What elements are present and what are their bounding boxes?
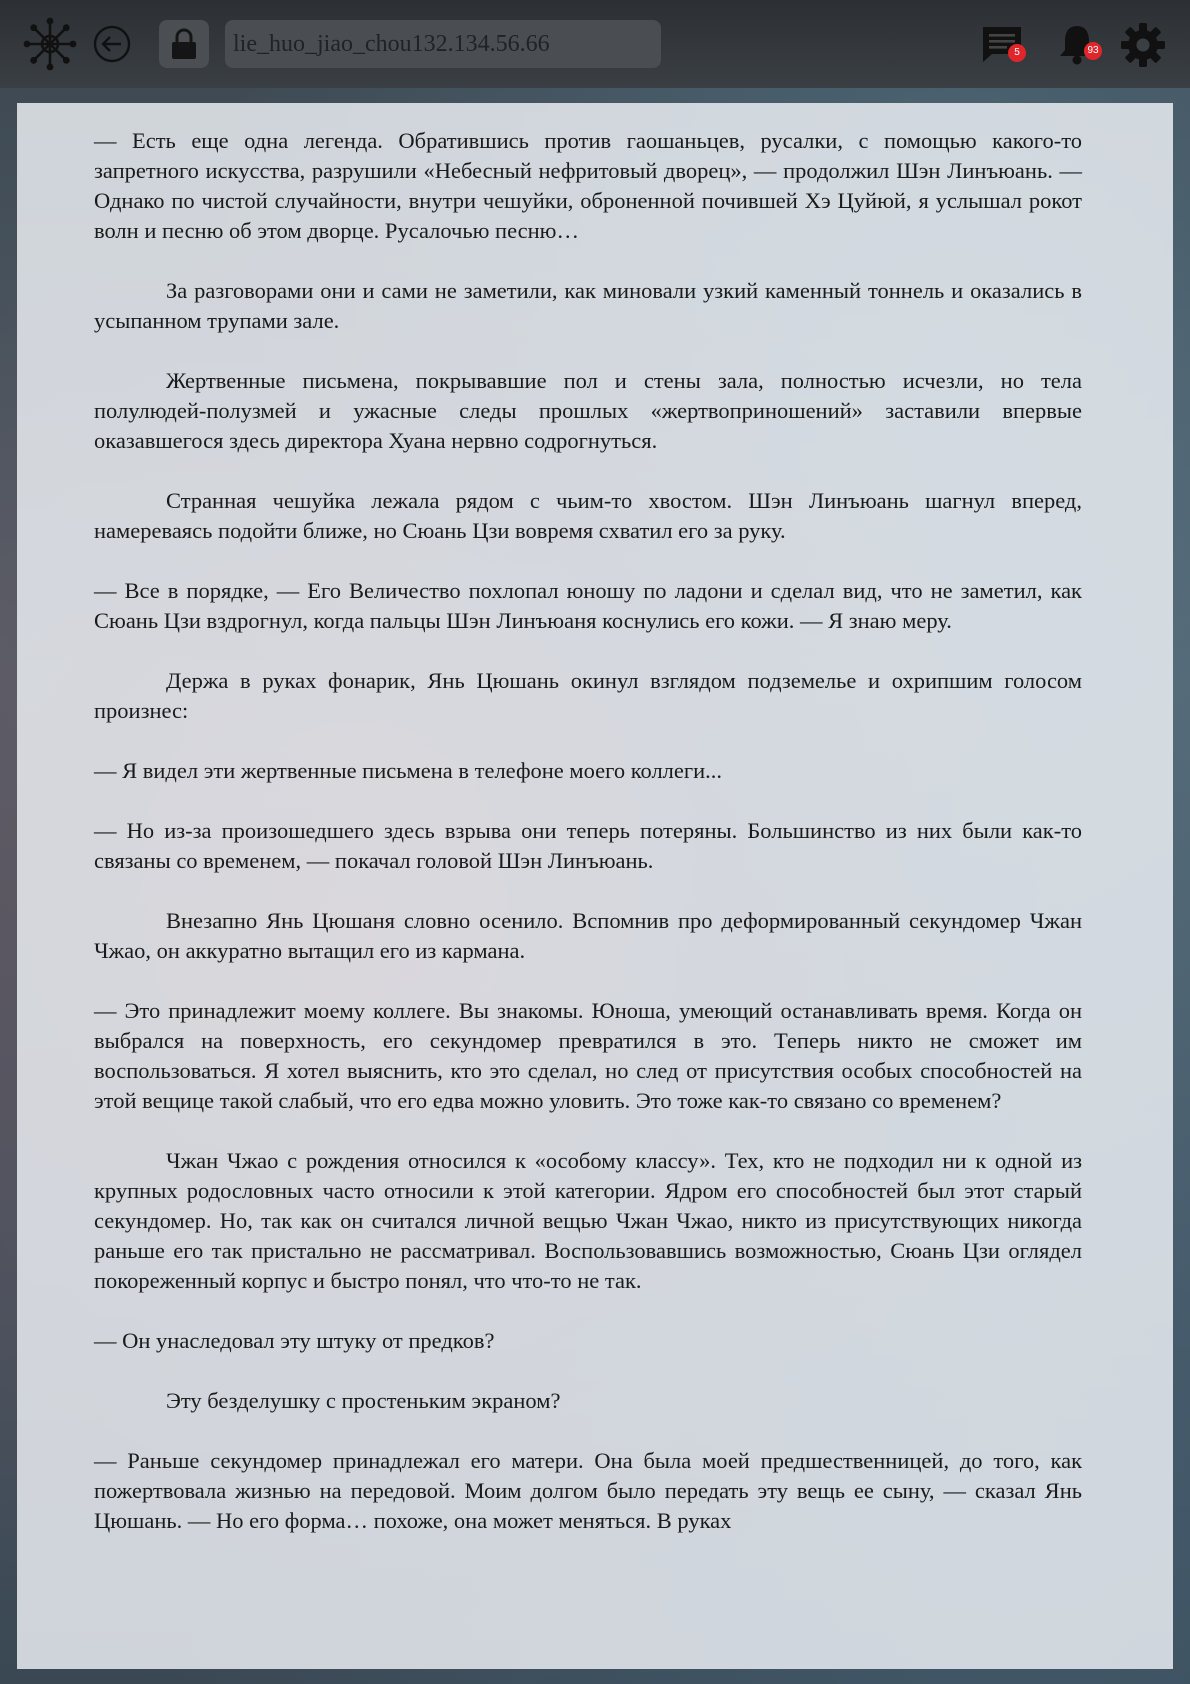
chat-messages-icon[interactable]	[978, 22, 1028, 66]
chapter-text	[94, 126, 1082, 1566]
network-hub-icon[interactable]	[22, 16, 78, 72]
top-toolbar	[0, 0, 1190, 88]
back-arrow-circle-icon[interactable]	[92, 24, 132, 64]
paragraph: — Все в порядке, — Его Величество похлопал юношу по ладони и сделал вид, что не заметил, как Сюань Цзи вздрогнул, когда пальцы Шэн Линъюаня коснулись его кожи. — Я знаю меру.	[94, 578, 1082, 633]
gear-icon[interactable]	[1118, 20, 1168, 70]
paragraph: — Он унаследовал эту штуку от предков?	[94, 1328, 495, 1353]
paragraph: — Есть еще одна легенда. Обратившись против гаошаньцев, русалки, с помощью какого-то запретного искусства, разрушили «Небесный нефритовый дворец», — продолжил Шэн Линъюань. — Однако по чистой случайности, внутри чешуйки, оброненной почившей Хэ Цуйюй, я услышал рокот волн и песню об этом дворце. Русалочью песню…	[94, 128, 1082, 243]
paragraph: — Раньше секундомер принадлежал его матери. Она была моей предшественницей, до того, как пожертвовала жизнью на передовой. Моим долгом было передать эту вещь ее сыну, — сказал Янь Цюшань. — Но его форма… похоже, она может меняться. В руках	[94, 1448, 1082, 1533]
paragraph: Держа в руках фонарик, Янь Цюшань окинул взглядом подземелье и охрипшим голосом произнес:	[94, 668, 1082, 723]
paragraph: Жертвенные письмена, покрывавшие пол и стены зала, полностью исчезли, но тела полулюдей-полузмей и ужасные следы прошлых «жертвоприношений» заставили впервые оказавшегося здесь директора Хуана нервно содрогнуться.	[94, 368, 1082, 453]
paragraph: — Это принадлежит моему коллеге. Вы знакомы. Юноша, умеющий останавливать время. Когда он выбрался на поверхность, его секундомер превратился в это. Теперь никто не сможет им воспользоваться. Я хотел выяснить, кто это сделал, но след от присутствия особых способностей на этой вещице такой слабый, что его едва можно уловить. Это тоже как-то связано со временем?	[94, 998, 1082, 1113]
paragraph: Внезапно Янь Цюшаня словно осенило. Вспомнив про деформированный секундомер Чжан Чжао, он аккуратно вытащил его из кармана.	[94, 908, 1082, 963]
paragraph: — Я видел эти жертвенные письмена в телефоне моего коллеги...	[94, 758, 723, 783]
paragraph: Странная чешуйка лежала рядом с чьим-то хвостом. Шэн Линъюань шагнул вперед, намереваясь подойти ближе, но Сюань Цзи вовремя схватил его за руку.	[94, 488, 1082, 543]
url-field[interactable]: lie_huo_jiao_chou132.134.56.66	[225, 20, 661, 68]
bell-badge: 93	[1084, 42, 1102, 60]
paragraph: — Но из-за произошедшего здесь взрыва они теперь потеряны. Большинство из них были как-то связаны со временем, — покачал головой Шэн Линъюань.	[94, 818, 1082, 873]
paragraph: Чжан Чжао с рождения относился к «особому классу». Тех, кто не подходил ни к одной из крупных родословных часто относили к этой категории. Ядром его способностей был этот старый секундомер. Но, так как он считался личной вещью Чжан Чжао, никто из присутствующих никогда раньше его так пристально не рассматривал. Воспользовавшись возможностью, Сюань Цзи оглядел покореженный корпус и быстро понял, что что-то не так.	[94, 1148, 1082, 1293]
reader-panel[interactable]	[17, 103, 1173, 1669]
chat-badge: 5	[1008, 44, 1026, 62]
paragraph: Эту безделушку с простеньким экраном?	[166, 1388, 561, 1413]
bell-icon[interactable]	[1054, 20, 1100, 68]
paragraph: За разговорами они и сами не заметили, как миновали узкий каменный тоннель и оказались в усыпанном трупами зале.	[94, 278, 1082, 333]
lock-icon[interactable]	[159, 20, 209, 68]
